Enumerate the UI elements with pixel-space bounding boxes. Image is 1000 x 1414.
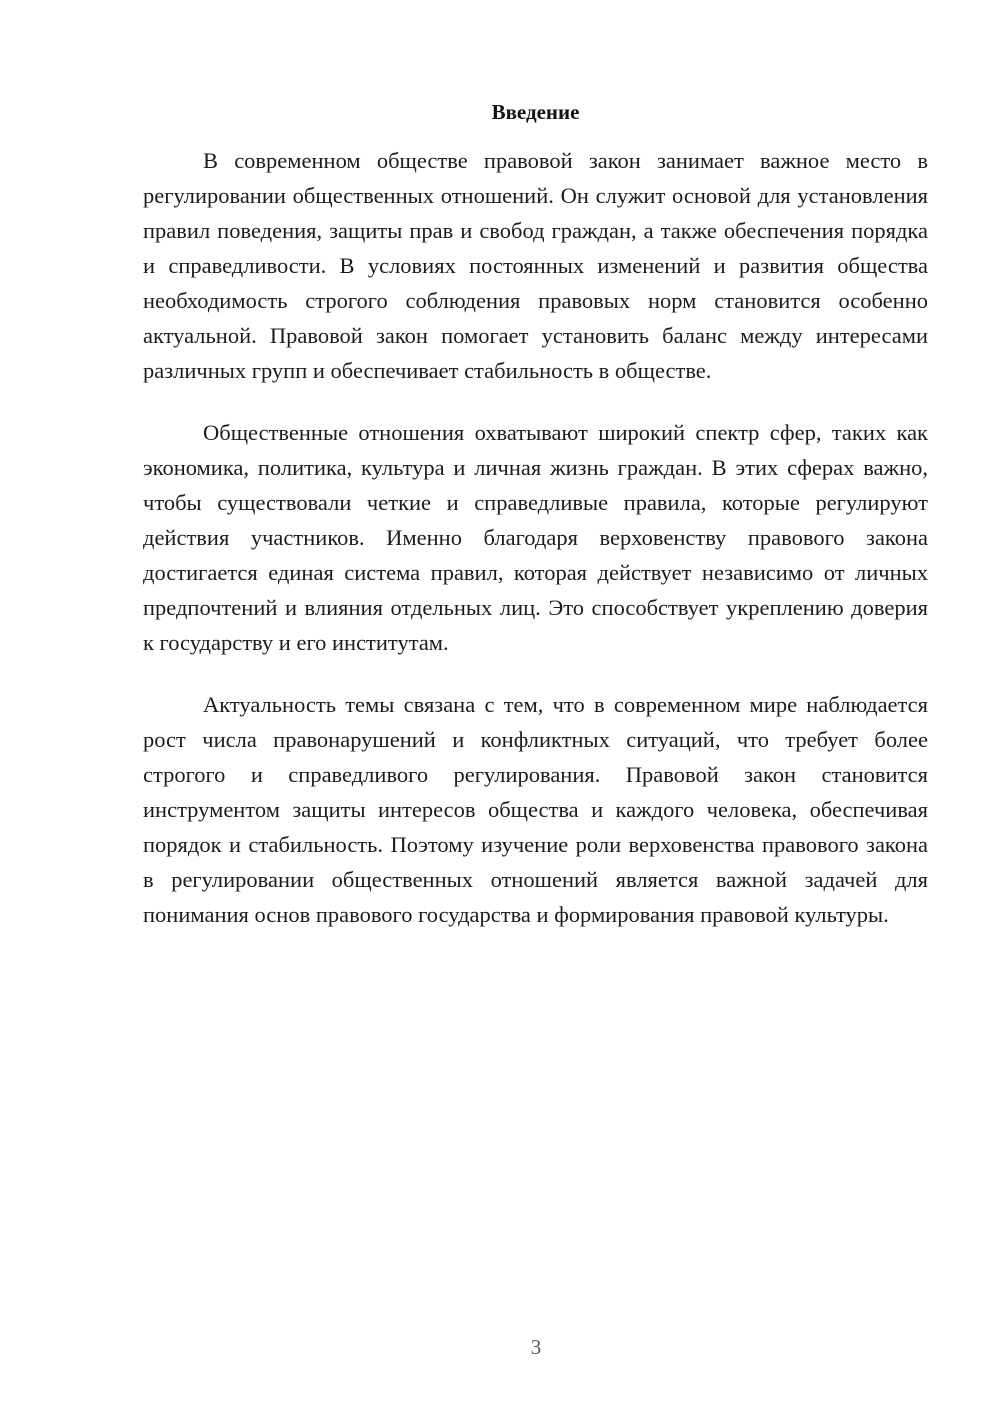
section-heading: Введение <box>491 100 580 124</box>
body-text <box>143 143 928 932</box>
paragraph: Общественные отношения охватывают широкий спектр сфер, таких как экономика, политика, культура и личная жизнь граждан. В этих сферах важно, чтобы существовали четкие и справедливые правила, которые регулируют действия участников. Именно благодаря верховенству правового закона достигается единая система правил, которая действует независимо от личных предпочтений и влияния отдельных лиц. Это способствует укреплению доверия к государству и его институтам. <box>143 420 928 655</box>
page-number: 3 <box>530 1335 542 1359</box>
paragraph: В современном обществе правовой закон занимает важное место в регулировании общественных отношений. Он служит основой для установления правил поведения, защиты прав и свобод граждан, а также обеспечения порядка и справедливости. В условиях постоянных изменений и развития общества необходимость строгого соблюдения правовых норм становится особенно актуальной. Правовой закон помогает установить баланс между интересами различных групп и обеспечивает стабильность в обществе. <box>143 148 928 383</box>
paragraph: Актуальность темы связана с тем, что в современном мире наблюдается рост числа правонарушений и конфликтных ситуаций, что требует более строгого и справедливого регулирования. Правовой закон становится инструментом защиты интересов общества и каждого человека, обеспечивая порядок и стабильность. Поэтому изучение роли верховенства правового закона в регулировании общественных отношений является важной задачей для понимания основ правового государства и формирования правовой культуры. <box>143 692 928 927</box>
